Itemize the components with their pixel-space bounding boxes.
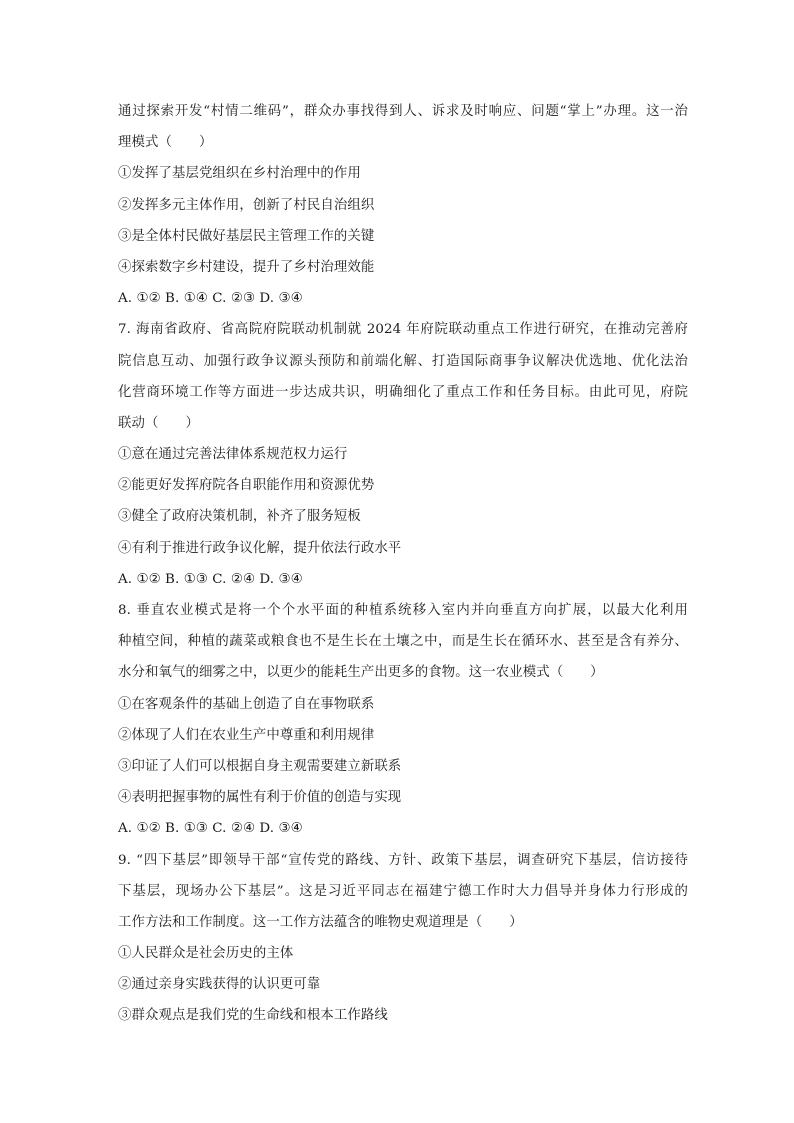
q8-options: A. ①② B. ①③ C. ②④ D. ③④	[118, 821, 303, 837]
q6-item-4: ④探索数字乡村建设，提升了乡村治理效能	[118, 259, 375, 275]
q7-options: A. ①② B. ①③ C. ②④ D. ③④	[118, 571, 303, 587]
q9-stem-line-1: 9. “四下基层”即领导干部“宣传党的路线、方针、政策下基层，调查研究下基层，信访接待	[118, 852, 688, 868]
question-8	[118, 595, 688, 845]
q6-stem-line-2: 理模式（ ）	[118, 135, 213, 151]
q6-item-3: ③是全体村民做好基层民主管理工作的关键	[118, 228, 375, 244]
q6-item-1: ①发挥了基层党组织在乡村治理中的作用	[118, 166, 361, 182]
q8-stem-line-3: 水分和氧气的细雾之中，以更少的能耗生产出更多的食物。这一农业模式（ ）	[118, 665, 604, 681]
q8-item-1: ①在客观条件的基础上创造了自在事物联系	[118, 696, 375, 712]
q9-stem-line-2: 下基层，现场办公下基层”。这是习近平同志在福建宁德工作时大力倡导并身体力行形成的	[118, 883, 688, 899]
document-page	[118, 96, 688, 1032]
q8-item-3: ③印证了人们可以根据自身主观需要建立新联系	[118, 758, 402, 774]
q7-item-1: ①意在通过完善法律体系规范权力运行	[118, 447, 348, 463]
q7-stem-line-1: 7. 海南省政府、省高院府院联动机制就 2024 年府院联动重点工作进行研究，在推动完善府	[118, 322, 688, 338]
q7-item-3: ③健全了政府决策机制，补齐了服务短板	[118, 509, 361, 525]
q9-item-1: ①人民群众是社会历史的主体	[118, 946, 294, 962]
q7-stem-line-3: 化营商环境工作等方面进一步达成共识，明确细化了重点工作和任务目标。由此可见，府院	[118, 384, 688, 400]
q9-item-3: ③群众观点是我们党的生命线和根本工作路线	[118, 1008, 388, 1024]
q6-stem-line-1: 通过探索开发“村情二维码”，群众办事找得到人、诉求及时响应、问题“掌上”办理。这一治	[118, 104, 688, 119]
q9-item-2: ②通过亲身实践获得的认识更可靠	[118, 977, 321, 993]
q6-item-2: ②发挥多元主体作用，创新了村民自治组织	[118, 197, 375, 213]
q7-item-2: ②能更好发挥府院各自职能作用和资源优势	[118, 478, 375, 494]
q9-stem-line-3: 工作方法和工作制度。这一工作方法蕴含的唯物史观道理是（ ）	[118, 914, 523, 930]
q8-stem-line-1: 8. 垂直农业模式是将一个个水平面的种植系统移入室内并向垂直方向扩展，以最大化利用	[118, 603, 688, 618]
question-7	[118, 314, 688, 595]
q7-item-4: ④有利于推进行政争议化解，提升依法行政水平	[118, 540, 402, 556]
q8-stem-line-2: 种植空间，种植的蔬菜或粮食也不是生长在土壤之中，而是生长在循环水、甚至是含有养分、	[118, 634, 688, 650]
question-6	[118, 96, 688, 314]
q8-item-2: ②体现了人们在农业生产中尊重和利用规律	[118, 727, 375, 743]
q7-stem-line-2: 院信息互动、加强行政争议源头预防和前端化解、打造国际商事争议解决优选地、优化法治	[118, 353, 688, 369]
question-9	[118, 845, 688, 1032]
q8-item-4: ④表明把握事物的属性有利于价值的创造与实现	[118, 790, 402, 806]
q7-stem-line-4: 联动（ ）	[118, 415, 199, 431]
q6-options: A. ①② B. ①④ C. ②③ D. ③④	[118, 291, 303, 307]
